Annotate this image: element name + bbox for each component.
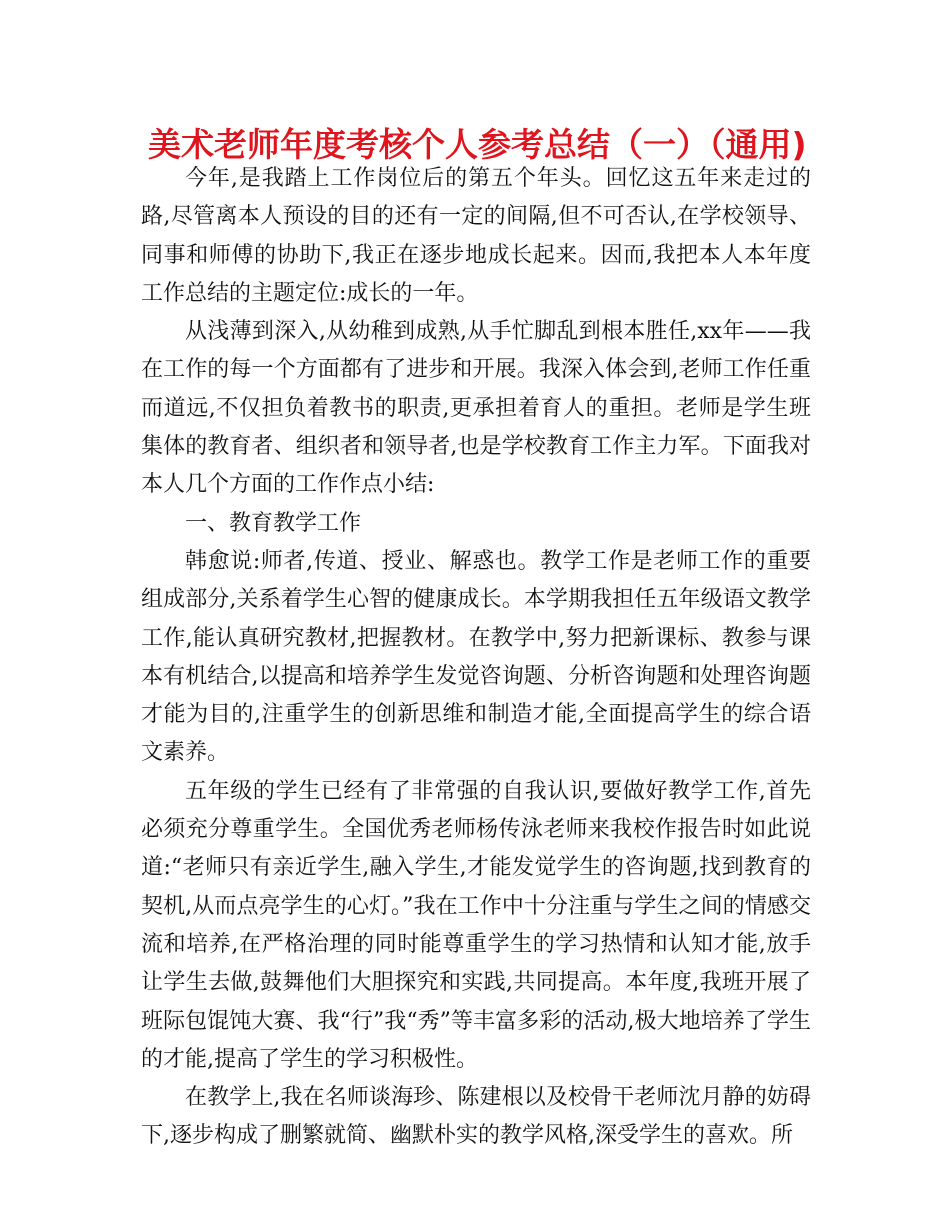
paragraph-5: 在教学上,我在名师谈海珍、陈建根以及校骨干老师沈月静的妨碍下,逐步构成了删繁就简、幽默朴实的教学风格,深受学生的喜欢。所 — [141, 1085, 811, 1149]
paragraph-2: 从浅薄到深入,从幼稚到成熟,从手忙脚乱到根本胜任,xx年——我在工作的每一个方面都有了进步和开展。我深入体会到,老师工作任重而道远,不仅担负着教书的职责,更承担着育人的重担。老师是学生班集体的教育者、组织者和领导者,也是学校教育工作主力军。下面我对本人几个方面的工作作点小结: — [141, 319, 811, 498]
section-heading: 一、教育教学工作 — [185, 510, 362, 536]
paragraph-1: 今年,是我踏上工作岗位后的第五个年头。回忆这五年来走过的路,尽管离本人预设的目的还有一定的间隔,但不可否认,在学校领导、同事和师傅的协助下,我正在逐步地成长起来。因而,我把本人本年度工作总结的主题定位:成长的一年。 — [141, 166, 811, 306]
paragraph-3: 韩愈说:师者,传道、授业、解惑也。教学工作是老师工作的重要组成部分,关系着学生心智的健康成长。本学期我担任五年级语文教学工作,能认真研究教材,把握教材。在教学中,努力把新课标、教参与课本有机结合,以提高和培养学生发觉咨询题、分析咨询题和处理咨询题才能为目的,注重学生的创新思维和制造才能,全面提高学生的综合语文素养。 — [141, 548, 811, 766]
paragraph-4: 五年级的学生已经有了非常强的自我认识,要做好教学工作,首先必须充分尊重学生。全国优秀老师杨传泳老师来我校作报告时如此说道:“老师只有亲近学生,融入学生,才能发觉学生的咨询题,找到教育的契机,从而点亮学生的心灯。”我在工作中十分注重与学生之间的情感交流和培养,在严格治理的同时能尊重学生的学习热情和认知才能,放手让学生去做,鼓舞他们大胆探究和实践,共同提高。本年度,我班开展了班际包馄饨大赛、我“行”我“秀”等丰富多彩的活动,极大地培养了学生的才能,提高了学生的学习积极性。 — [141, 778, 811, 1072]
document-body — [141, 160, 811, 1156]
document-title: 美术老师年度考核个人参考总结（一）（通用) — [148, 125, 807, 164]
